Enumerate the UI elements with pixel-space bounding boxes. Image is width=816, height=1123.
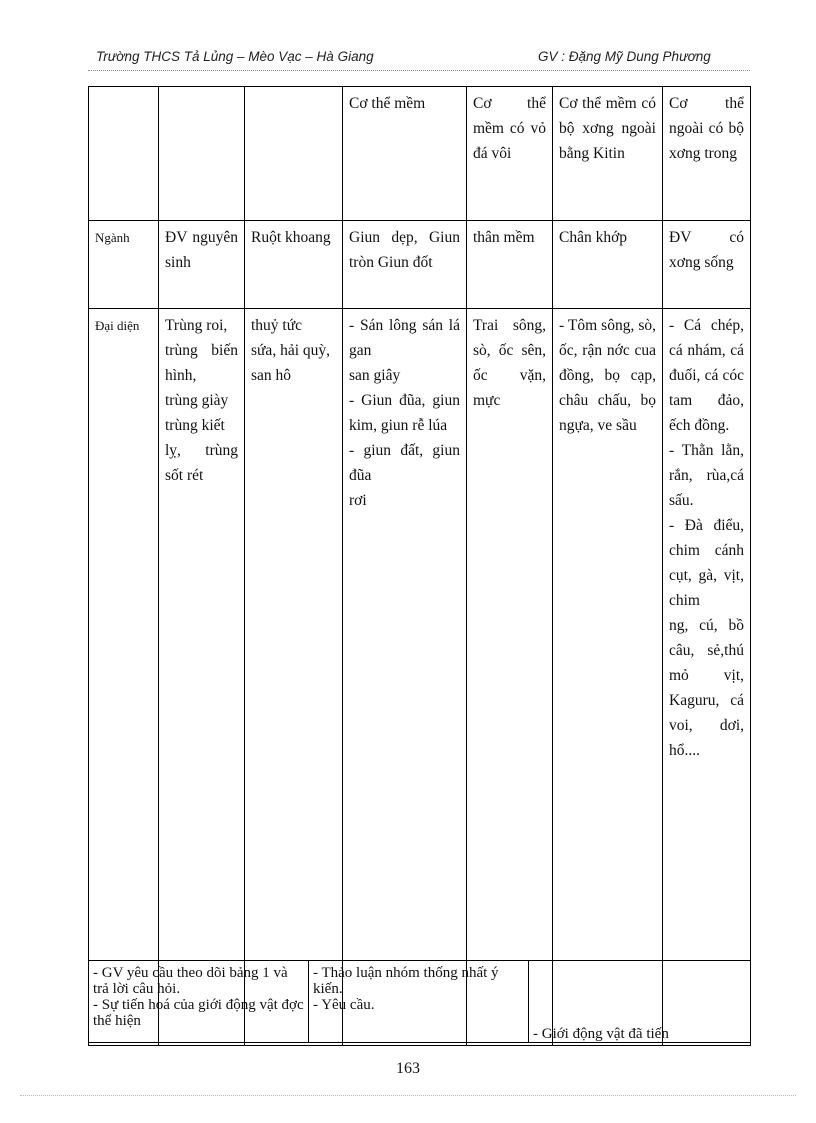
cell-line: - Giun đũa, giun kim, giun rễ lúa xyxy=(349,392,460,434)
cell-line: - GV yêu cầu theo dõi bảng 1 và trả lời câu hỏi. xyxy=(93,965,288,997)
table-cell-vertebrata xyxy=(663,309,751,1046)
cell-line: - Cá chép, cá nhám, cá đuối, cá cóc tam đảo, ếch đồng. xyxy=(669,317,744,434)
table-cell: Chân khớp xyxy=(553,221,663,309)
table-cell: Cơ thể ngoài có bộ xơng trong xyxy=(663,87,751,221)
cell-line: trùng biến hình, xyxy=(165,342,238,384)
table-cell: Cơ thể mềm xyxy=(343,87,467,221)
table-cell-protozoa xyxy=(159,309,245,1046)
cell-line: san hô xyxy=(251,367,292,384)
cell-line: sứa, hải quỳ, xyxy=(251,342,330,359)
table-cell xyxy=(89,87,159,221)
cell-line: san giây xyxy=(349,367,401,384)
cell-line: - Thằn lằn, rắn, rùa,cá sấu. xyxy=(669,442,744,509)
row-label-nganh: Ngành xyxy=(89,221,159,309)
table-cell: Cơ thể mềm có vỏ đá vôi xyxy=(467,87,553,221)
cell-line: trùng kiết xyxy=(165,417,225,434)
cell-line: thuỷ tức xyxy=(251,317,303,334)
table-row xyxy=(89,961,751,1043)
content-cell: - Giới động vật đã tiến xyxy=(529,961,751,1043)
table-cell: Ruột khoang xyxy=(245,221,343,309)
table-cell: thân mềm xyxy=(467,221,553,309)
student-activity-cell xyxy=(309,961,529,1043)
table-cell-arthropoda: - Tôm sông, sò, ốc, rận nớc cua đồng, bọ cạp, châu chấu, bọ ngựa, ve sầu xyxy=(553,309,663,1046)
activity-table xyxy=(88,960,751,1043)
row-label-dai-dien: Đại diện xyxy=(89,309,159,1046)
cell-line: trùng giày xyxy=(165,392,229,409)
table-cell xyxy=(159,87,245,221)
cell-line: - Sự tiến hoá của giới động vật đợc thể hiện xyxy=(93,997,304,1029)
header-school: Trường THCS Tả Lủng – Mèo Vạc – Hà Giang xyxy=(96,49,374,64)
classification-table xyxy=(88,86,751,1046)
cell-line: - giun đất, giun đũa xyxy=(349,442,460,484)
cell-line: - Đà điểu, chim cánh cụt, gà, vịt, chim xyxy=(669,517,744,609)
teacher-activity-cell xyxy=(89,961,309,1043)
table-row-body-type xyxy=(89,87,751,221)
header-teacher: GV : Đặng Mỹ Dung Phương xyxy=(538,49,711,64)
footer-divider xyxy=(20,1095,796,1096)
table-cell xyxy=(245,87,343,221)
table-cell: ĐV nguyên sinh xyxy=(159,221,245,309)
table-row-dai-dien xyxy=(89,309,751,1046)
cell-line: - Thảo luận nhóm thống nhất ý kiến. xyxy=(313,965,499,997)
cell-line: ng, cú, bồ câu, sẻ,thú mỏ vịt, Kaguru, cá voi, dơi, hổ.... xyxy=(669,617,744,759)
table-cell: Giun dẹp, Giun tròn Giun đốt xyxy=(343,221,467,309)
table-cell-cnidaria xyxy=(245,309,343,1046)
cell-line: rơi xyxy=(349,492,367,509)
table-cell-worms xyxy=(343,309,467,1046)
page-number: 163 xyxy=(396,1060,420,1077)
table-cell: ĐV có xơng sống xyxy=(663,221,751,309)
table-cell: Cơ thể mềm có bộ xơng ngoài bằng Kitin xyxy=(553,87,663,221)
cell-line: - Sán lông sán lá gan xyxy=(349,317,460,359)
cell-line: lỵ, trùng sốt rét xyxy=(165,442,238,484)
header-divider xyxy=(88,70,750,71)
cell-line: - Yêu cầu. xyxy=(313,997,375,1013)
table-cell-mollusca: Trai sông, sò, ốc sên, ốc vặn, mực xyxy=(467,309,553,1046)
cell-line: Trùng roi, xyxy=(165,317,228,334)
table-row-nganh xyxy=(89,221,751,309)
